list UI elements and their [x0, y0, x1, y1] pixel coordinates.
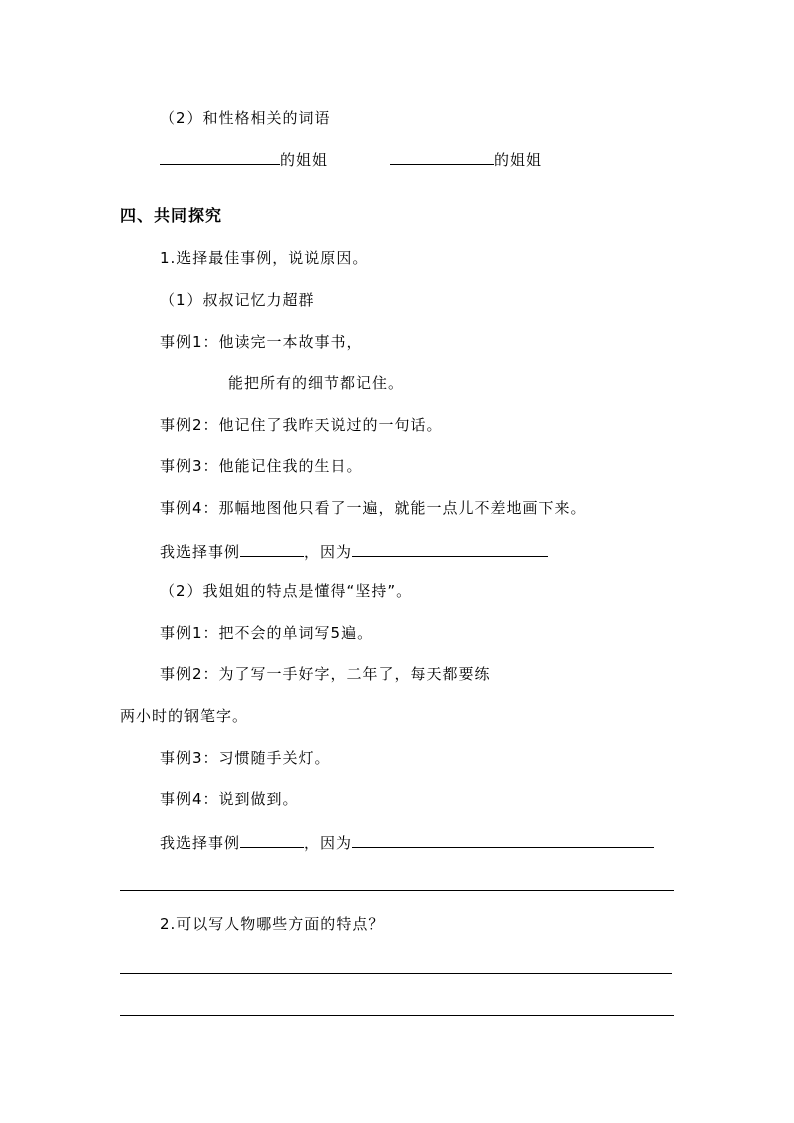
- part-2-choice-row: [160, 831, 654, 853]
- trait-suffix-1: 的姐姐: [280, 151, 329, 169]
- part-1-title: （1）叔叔记忆力超群: [160, 291, 315, 309]
- trait-blank-2[interactable]: [390, 148, 494, 165]
- choice-prefix-2: 我选择事例: [160, 834, 241, 852]
- trait-blank-1[interactable]: [160, 148, 280, 165]
- part-1-choice-row: [160, 540, 548, 562]
- trait-answer-row-2: [390, 148, 542, 170]
- answer-line[interactable]: [120, 890, 674, 891]
- part-2-example-2-line-2: 两小时的钢笔字。: [120, 707, 249, 725]
- section-4-heading: 四、共同探究: [120, 206, 223, 225]
- part-1-example-3: 事例3：他能记住我的生日。: [160, 457, 363, 475]
- question-2: 2.可以写人物哪些方面的特点？: [160, 915, 385, 933]
- part-2-example-3: 事例3：习惯随手关灯。: [160, 749, 331, 767]
- choice-reason-label-2: ，因为: [304, 834, 353, 852]
- trait-answer-row: [160, 148, 328, 170]
- part-1-example-2: 事例2：他记住了我昨天说过的一句话。: [160, 416, 443, 434]
- item-2-title: （2）和性格相关的词语: [160, 109, 331, 127]
- part-1-example-4: 事例4：那幅地图他只看了一遍，就能一点儿不差地画下来。: [160, 499, 587, 517]
- example-number-blank-2[interactable]: [240, 831, 304, 848]
- reason-blank[interactable]: [352, 540, 548, 557]
- answer-line[interactable]: [120, 973, 672, 974]
- choice-prefix: 我选择事例: [160, 543, 241, 561]
- part-2-example-1: 事例1：把不会的单词写5遍。: [160, 624, 374, 642]
- part-2-example-4: 事例4：说到做到。: [160, 790, 299, 808]
- part-1-example-1-line-2: 能把所有的细节都记住。: [228, 374, 405, 392]
- choice-reason-label: ，因为: [304, 543, 353, 561]
- part-1-example-1-line-1: 事例1：他读完一本故事书，: [160, 333, 363, 351]
- answer-line[interactable]: [120, 1015, 674, 1016]
- reason-blank-2[interactable]: [352, 831, 654, 848]
- example-number-blank[interactable]: [240, 540, 304, 557]
- part-2-title: （2）我姐姐的特点是懂得“坚持”。: [160, 582, 413, 600]
- question-1: 1.选择最佳事例，说说原因。: [160, 249, 369, 267]
- trait-suffix-2: 的姐姐: [494, 151, 543, 169]
- part-2-example-2-line-1: 事例2：为了写一手好字，二年了，每天都要练: [160, 665, 491, 683]
